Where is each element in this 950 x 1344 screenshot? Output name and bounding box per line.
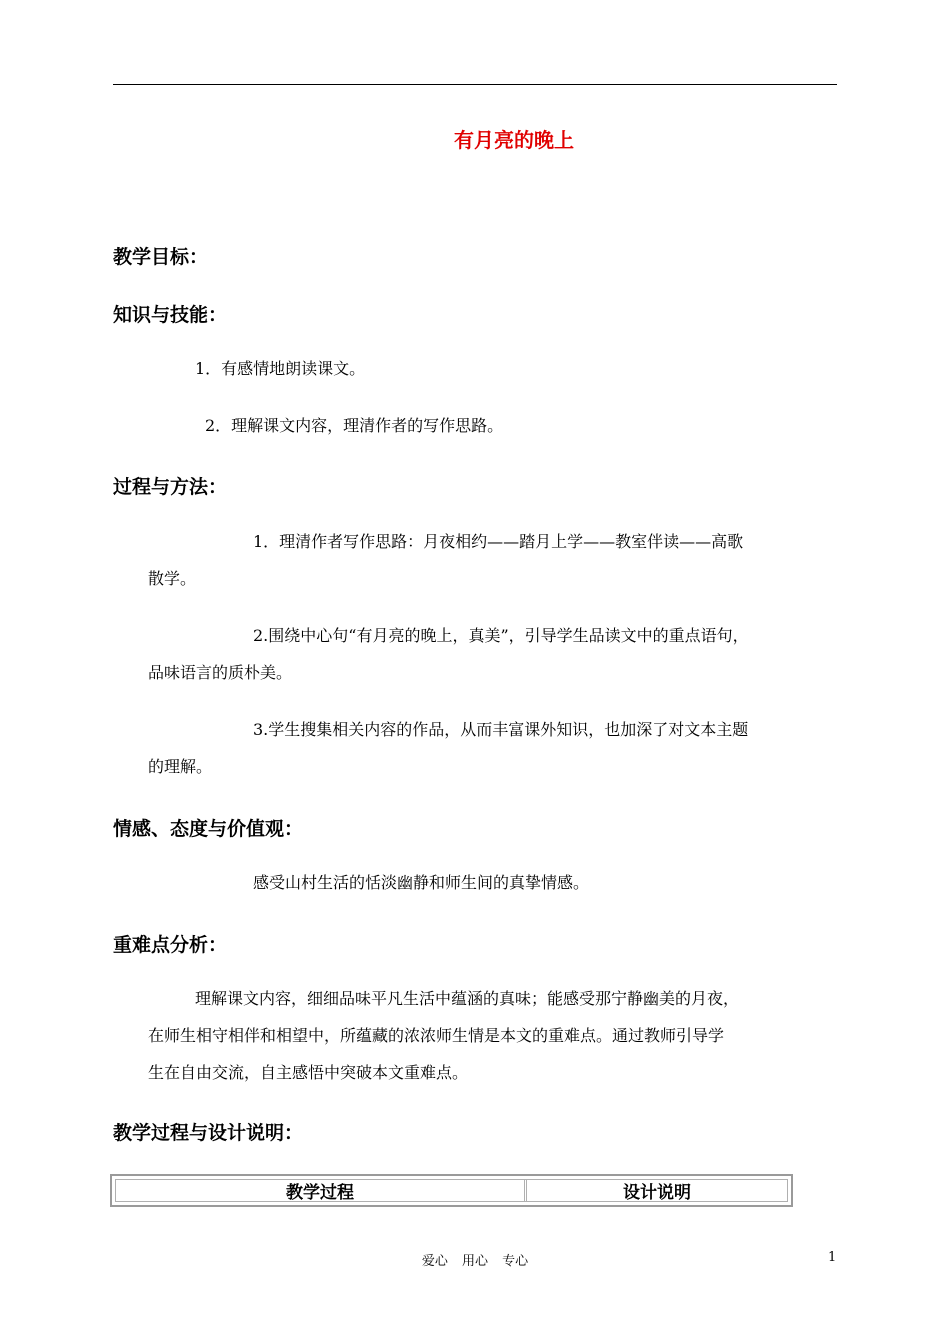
- process-item-1: 1．理清作者写作思路：月夜相约——踏月上学——教室伴读——高歌: [253, 532, 744, 551]
- knowledge-item-2: 2．理解课文内容，理清作者的写作思路。: [205, 416, 504, 435]
- emotion-text: 感受山村生活的恬淡幽静和师生间的真挚情感。: [253, 873, 590, 892]
- process-item-2-cont: 品味语言的质朴美。: [148, 663, 293, 682]
- process-item-2: 2.围绕中心句“有月亮的晚上，真美”，引导学生品读文中的重点语句，: [253, 626, 749, 645]
- process-item-1-cont: 散学。: [148, 569, 197, 588]
- table-header-process: 教学过程: [116, 1180, 527, 1201]
- heading-emotion-values: 情感、态度与价值观：: [113, 818, 304, 840]
- header-rule: [113, 84, 837, 85]
- heading-process-method: 过程与方法：: [113, 476, 228, 498]
- difficulty-line-2: 在师生相守相伴和相望中，所蕴藏的浓浓师生情是本文的重难点。通过教师引导学: [148, 1026, 725, 1045]
- heading-teaching-process: 教学过程与设计说明：: [113, 1122, 304, 1144]
- heading-knowledge-skills: 知识与技能：: [113, 304, 228, 326]
- process-item-3: 3.学生搜集相关内容的作品，从而丰富课外知识，也加深了对文本主题: [253, 720, 749, 739]
- process-item-3-cont: 的理解。: [148, 757, 213, 776]
- table-header-notes: 设计说明: [623, 1183, 691, 1203]
- footer-motto: 爱心 用心 专心: [421, 1254, 529, 1269]
- process-table: [110, 1174, 793, 1207]
- difficulty-line-3: 生在自由交流，自主感悟中突破本文重难点。: [148, 1063, 469, 1082]
- document-title: 有月亮的晚上: [454, 128, 574, 152]
- difficulty-line-1: 理解课文内容，细细品味平凡生活中蕴涵的真味；能感受那宁静幽美的月夜，: [195, 989, 740, 1008]
- page-number: 1: [828, 1250, 837, 1265]
- knowledge-item-1: 1．有感情地朗读课文。: [195, 359, 366, 378]
- heading-teaching-goals: 教学目标：: [113, 246, 209, 268]
- heading-key-difficulties: 重难点分析：: [113, 934, 228, 956]
